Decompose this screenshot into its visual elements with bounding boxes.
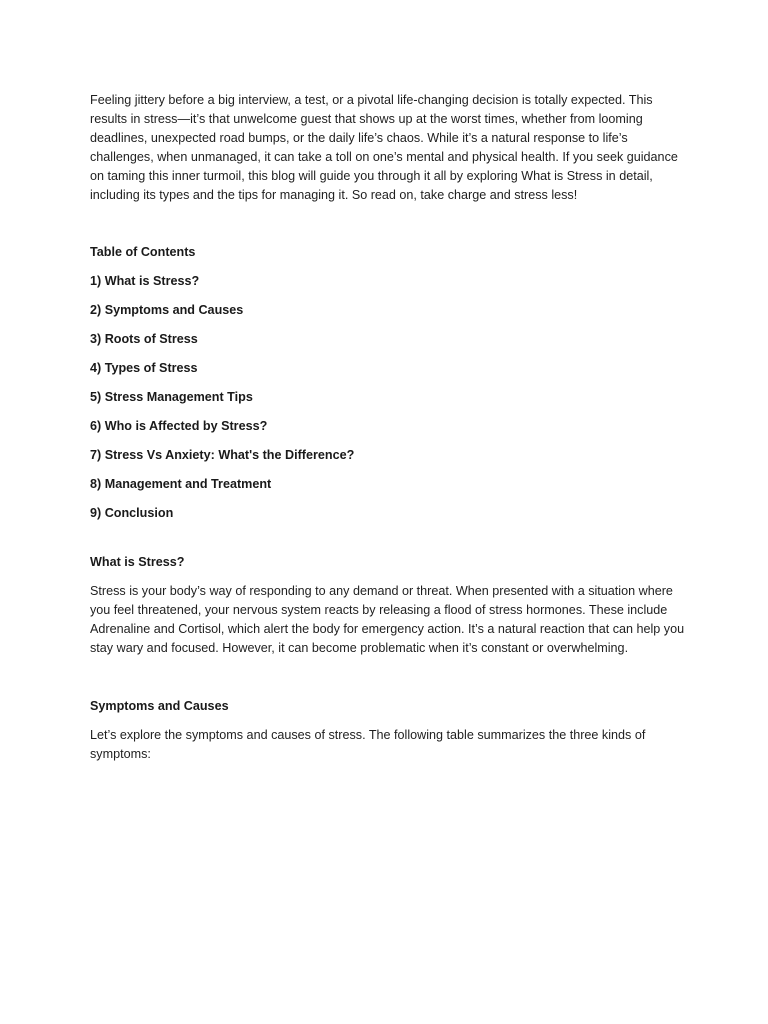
document-page (90, 91, 690, 764)
spacer (90, 204, 690, 243)
spacer (90, 658, 690, 697)
toc-item-roots-of-stress[interactable]: 3) Roots of Stress (90, 332, 198, 347)
toc-item-symptoms-and-causes[interactable]: 2) Symptoms and Causes (90, 303, 244, 318)
toc-item-types-of-stress[interactable]: 4) Types of Stress (90, 361, 198, 376)
table-of-contents (90, 272, 690, 533)
section-body-what-is-stress: Stress is your body’s way of responding to any demand or threat. When presented with a situation where you feel threatened, your nervous system reacts by releasing a flood of stress hormones. These include Adrenaline and Cortisol, which alert the body for emergency action. It’s a natural reaction that can help you stay wary and focused. However, it can become problematic when it’s constant or overwhelming. (90, 584, 685, 656)
toc-item-stress-vs-anxiety[interactable]: 7) Stress Vs Anxiety: What's the Difference? (90, 448, 355, 463)
toc-item-management-and-treatment[interactable]: 8) Management and Treatment (90, 477, 272, 492)
section-heading-symptoms-and-causes: Symptoms and Causes (90, 698, 229, 713)
section-body-symptoms-and-causes: Let’s explore the symptoms and causes of stress. The following table summarizes the three kinds of symptoms: (90, 727, 646, 761)
intro-paragraph: Feeling jittery before a big interview, a test, or a pivotal life-changing decision is totally expected. This results in stress—it’s that unwelcome guest that shows up at the worst times, whether from looming deadlines, unexpected road bumps, or the daily life’s chaos. While it’s a natural response to life’s challenges, when unmanaged, it can take a toll on one’s mental and physical health. If you seek guidance on taming this inner turmoil, this blog will guide you through it all by exploring What is Stress in detail, including its types and the tips for managing it. So read on, take charge and stress less! (90, 93, 678, 202)
section-heading-what-is-stress: What is Stress? (90, 555, 185, 570)
toc-title: Table of Contents (90, 245, 196, 260)
toc-item-conclusion[interactable]: 9) Conclusion (90, 506, 174, 521)
toc-item-who-is-affected[interactable]: 6) Who is Affected by Stress? (90, 419, 268, 434)
spacer (90, 533, 690, 553)
spacer (90, 572, 690, 582)
toc-item-stress-management-tips[interactable]: 5) Stress Management Tips (90, 390, 253, 405)
spacer (90, 716, 690, 726)
toc-item-what-is-stress[interactable]: 1) What is Stress? (90, 274, 200, 289)
